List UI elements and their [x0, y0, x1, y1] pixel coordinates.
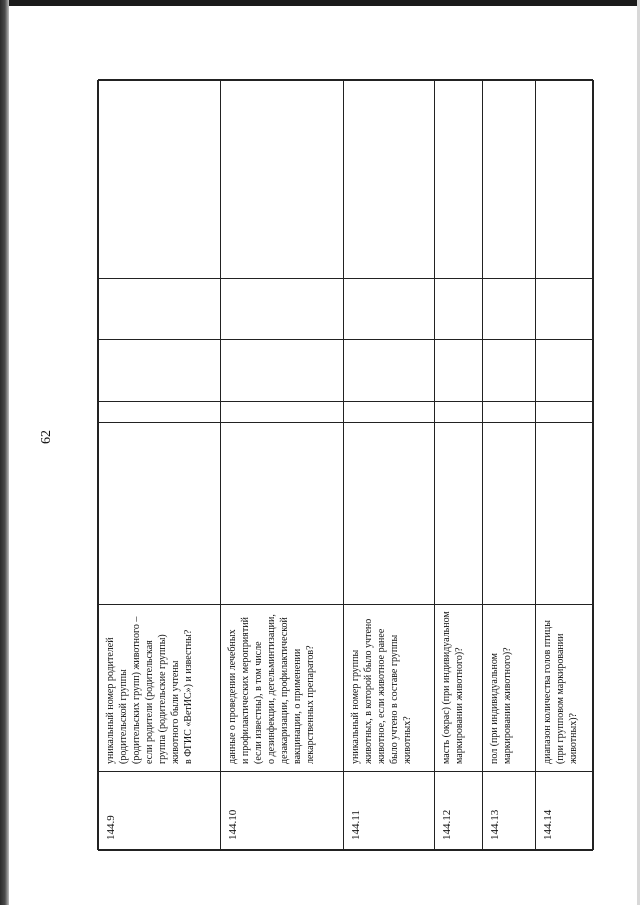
scan-edge-top: [0, 0, 640, 6]
row-number: 144.11: [350, 810, 362, 840]
row-number: 144.13: [489, 809, 501, 840]
table-row-border: [592, 80, 593, 850]
table-column-border: [98, 402, 593, 403]
checklist-table: [98, 80, 593, 850]
question-text-line: если родители (родительская: [144, 640, 155, 764]
table-row-border: [97, 80, 98, 850]
question-text-line: животных?: [402, 716, 413, 764]
row-number: 144.9: [105, 815, 117, 840]
row-number: 144.12: [441, 809, 453, 840]
row-number: 144.10: [227, 809, 239, 840]
question-text-line: животное, если животное ранее: [376, 628, 387, 764]
question-text-line: уникальный номер родителей: [105, 637, 116, 764]
table-row-border: [434, 80, 435, 850]
table-column-border: [98, 423, 593, 424]
question-text-line: (при групповом маркировании: [555, 633, 566, 764]
question-text-line: (родительской группы: [118, 669, 129, 764]
question-text-line: группа (родительские группы): [157, 634, 168, 764]
page-number: 62: [39, 430, 54, 444]
question-text-line: (если известны), в том числе: [253, 641, 264, 764]
table-column-border: [98, 772, 593, 773]
table-column-border: [98, 279, 593, 280]
table-column-border: [98, 79, 593, 80]
question-text-line: лекарственных препаратов?: [305, 645, 316, 764]
question-text-line: (родительских групп) животного –: [131, 616, 142, 764]
question-text-line: о дезинфекции, дегельминтизации,: [266, 614, 277, 764]
question-text-line: и профилактических мероприятий: [240, 617, 251, 764]
table-column-border: [98, 605, 593, 606]
question-text-line: пол (при индивидуальном: [489, 653, 500, 764]
row-number: 144.14: [542, 809, 554, 840]
question-text-line: уникальный номер группы: [350, 649, 361, 764]
question-text-line: было учтено в составе группы: [389, 634, 400, 764]
question-text-line: животных, в которой было учтено: [363, 618, 374, 764]
question-text-line: масть (окрас) (при индивидуальном: [441, 611, 452, 764]
question-text-line: дезакаризации, профилактической: [279, 617, 290, 764]
question-text-line: маркировании животного)?: [454, 647, 465, 764]
table-row-border: [482, 80, 483, 850]
table-column-border: [98, 849, 593, 850]
question-text-line: маркировании животного)?: [502, 647, 513, 764]
table-row-border: [220, 80, 221, 850]
table-column-border: [98, 340, 593, 341]
table-row-border: [535, 80, 536, 850]
question-text-line: диапазон количества голов птицы: [542, 620, 553, 764]
question-text-line: данные о проведении лечебных: [227, 629, 238, 764]
table-row-border: [343, 80, 344, 850]
question-text-line: в ФГИС «ВетИС») и известны?: [183, 629, 194, 764]
question-text-line: вакцинации, о применении: [292, 648, 303, 764]
question-text-line: животного были учтены: [170, 660, 181, 764]
scan-edge-left: [0, 0, 9, 905]
question-text-line: животных)?: [568, 713, 579, 764]
